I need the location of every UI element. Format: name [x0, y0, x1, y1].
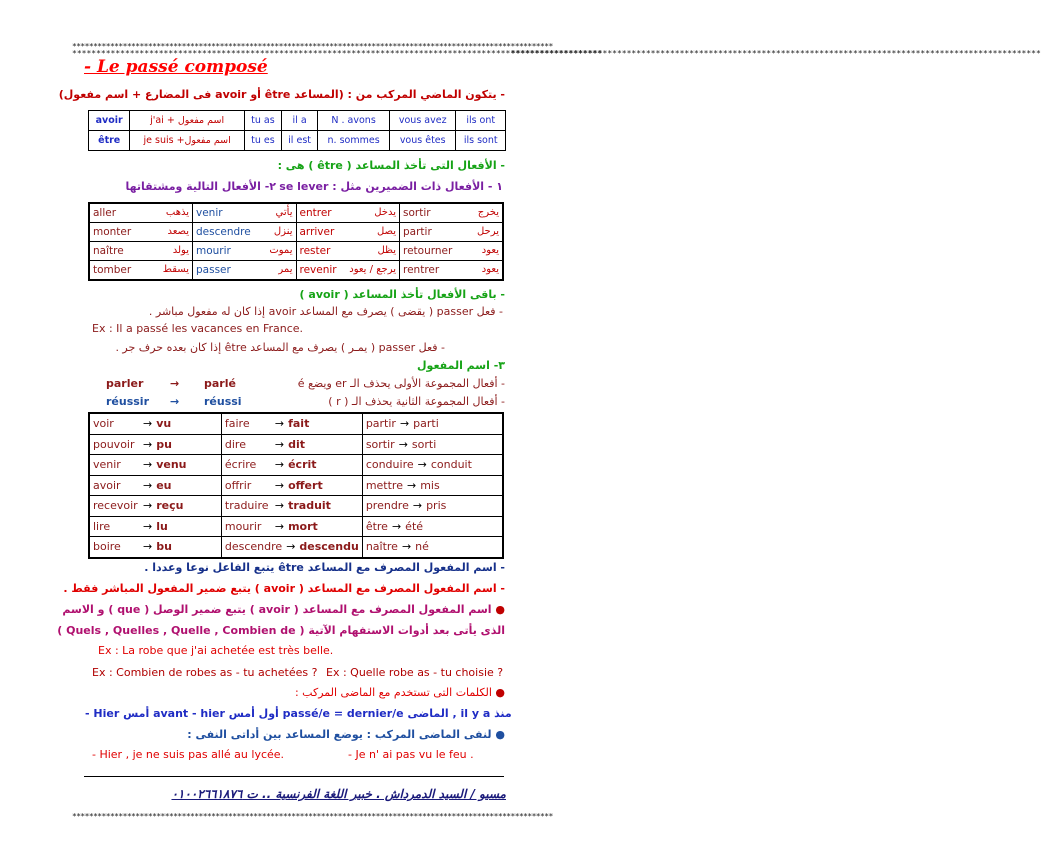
arrow-icon: →	[399, 417, 410, 431]
past-participle: traduit	[288, 499, 331, 513]
negation-heading-text: لنفى الماضى المركب : يوضع المساعد بين أداتى النفى :	[187, 728, 492, 741]
past-participle: fait	[288, 417, 310, 431]
rule-etre-agreement: - اسم المفعول المصرف مع المساعد être يتبع الفاعل نوعا وعددا .	[144, 561, 505, 574]
verb-arabic: يأتي	[275, 207, 293, 218]
etre-verbs-table	[88, 202, 504, 281]
table-cell	[296, 223, 400, 242]
bottom-star-border: ******************************************************************************************************************	[72, 812, 553, 821]
infinitive: faire	[224, 417, 250, 431]
page-title: - Le passé composé	[84, 57, 268, 77]
etre-subheading-2: ٢- الأفعال التالية ومشتقاتها	[125, 180, 276, 193]
verb-arabic: يرجع / يعود	[349, 264, 396, 275]
bullet-icon: ●	[491, 686, 505, 699]
verb-arabic: يعود	[481, 264, 499, 275]
infinitive: mourir	[224, 519, 262, 533]
table-cell	[362, 413, 503, 434]
table-cell	[400, 261, 504, 281]
words-heading	[85, 686, 505, 699]
time-words: - Hier أمس avant - hier أول أمس passé/e = dernier/e الماضى , il y a منذ	[85, 707, 512, 720]
rule-que-agreement	[62, 603, 505, 616]
table-cell	[400, 203, 504, 223]
table-cell	[89, 455, 221, 476]
past-participle: né	[415, 540, 429, 554]
table-cell	[89, 537, 221, 558]
right-star-border: **************************************************************************************************************	[511, 49, 1041, 58]
bullet-icon: ●	[491, 603, 505, 616]
table-cell	[89, 242, 193, 261]
table-cell	[193, 261, 297, 281]
table-cell: avoir	[89, 111, 130, 131]
arrow-icon: →	[412, 499, 423, 513]
table-row	[89, 242, 503, 261]
table-cell	[362, 475, 503, 496]
table-cell	[193, 203, 297, 223]
infinitive: dire	[224, 437, 246, 451]
bullet-icon: ●	[491, 728, 505, 741]
table-row	[89, 261, 503, 281]
infinitive: offrir	[224, 478, 252, 492]
infinitive: partir	[365, 417, 396, 431]
arrow-icon: →	[401, 540, 412, 554]
arrow-icon: →	[274, 478, 285, 492]
verb-french: entrer	[299, 207, 332, 219]
infinitive: venir	[93, 458, 121, 472]
table-cell	[221, 496, 362, 517]
verb-french: sortir	[403, 207, 431, 219]
table-cell: j'ai + اسم مفعول	[130, 111, 245, 131]
infinitive: mettre	[365, 478, 403, 492]
verb-french: descendre	[196, 226, 251, 238]
past-participle: pris	[426, 499, 447, 513]
past-participle: bu	[156, 540, 172, 554]
arrow-icon: →	[143, 499, 153, 513]
past-participle: reçu	[156, 499, 184, 513]
table-cell	[400, 242, 504, 261]
arrow-icon: →	[274, 437, 285, 451]
arrow-icon: →	[391, 519, 402, 533]
table-cell	[296, 261, 400, 281]
past-participle: dit	[288, 437, 305, 451]
left-star-border: **************************************************************************************************************	[72, 49, 602, 58]
arrow-icon: →	[274, 417, 285, 431]
verb-french: venir	[196, 207, 223, 219]
verb-arabic: يعود	[481, 245, 499, 256]
table-row	[89, 203, 503, 223]
table-cell	[193, 242, 297, 261]
negation-heading	[85, 728, 505, 741]
table-cell	[362, 496, 503, 517]
table-row	[89, 455, 503, 476]
table-cell: n. sommes	[318, 131, 390, 151]
infinitive: lire	[93, 519, 111, 533]
table-cell	[89, 475, 221, 496]
table-row	[89, 111, 506, 131]
group2-from: réussir	[106, 395, 150, 408]
group1-rule: - أفعال المجموعة الأولى يحذف الـ er ويضع é	[297, 377, 505, 390]
arrow-icon: →	[143, 458, 153, 472]
infinitive: écrire	[224, 458, 257, 472]
arrow-icon: →	[417, 458, 427, 472]
infinitive: sortir	[365, 437, 395, 451]
group1-to: parlé	[204, 377, 236, 390]
infinitive: conduire	[365, 458, 414, 472]
past-participle: eu	[156, 478, 172, 492]
group2-rule: - أفعال المجموعة الثانية يحذف الـ ( r )	[328, 395, 505, 408]
table-cell: N . avons	[318, 111, 390, 131]
table-cell	[362, 537, 503, 558]
table-cell	[89, 434, 221, 455]
past-participle: vu	[156, 417, 172, 431]
infinitive: recevoir	[93, 499, 138, 513]
arrow-icon: →	[143, 478, 153, 492]
table-cell	[89, 516, 221, 537]
table-cell: être	[89, 131, 130, 151]
aux-table	[88, 110, 506, 151]
past-participle: descendu	[299, 540, 359, 554]
table-cell	[89, 413, 221, 434]
table-cell: ils sont	[456, 131, 506, 151]
table-row	[89, 475, 503, 496]
past-participle: mort	[288, 519, 318, 533]
table-row	[89, 516, 503, 537]
passer-rule-1: - فعل passer ( يقضى ) يصرف مع المساعد avoir إذا كان له مفعول مباشر .	[148, 305, 503, 318]
past-participle: venu	[156, 458, 187, 472]
table-cell: tu es	[244, 131, 281, 151]
infinitive: être	[365, 519, 388, 533]
verb-arabic: يمر	[278, 264, 293, 275]
infinitive: naître	[365, 540, 398, 554]
arrow-icon: →	[274, 499, 285, 513]
avoir-heading: - باقى الأفعال تأخذ المساعد ( avoir )	[299, 288, 505, 301]
group2-to: réussi	[204, 395, 242, 408]
table-cell: ils ont	[456, 111, 506, 131]
table-cell: il a	[281, 111, 317, 131]
verb-arabic: يموت	[269, 245, 293, 256]
verb-french: tomber	[93, 264, 132, 276]
table-row	[89, 131, 506, 151]
infinitive: pouvoir	[93, 437, 135, 451]
table-cell	[296, 203, 400, 223]
arrow-icon: →	[143, 437, 153, 451]
table-cell	[89, 261, 193, 281]
table-row	[89, 223, 503, 242]
arrow-icon: →	[143, 540, 153, 554]
table-cell: vous avez	[390, 111, 456, 131]
arrow-icon: →	[274, 458, 285, 472]
verb-french: passer	[196, 264, 231, 276]
arrow-icon: →	[143, 417, 153, 431]
table-cell: il est	[281, 131, 317, 151]
past-participle: conduit	[430, 458, 472, 472]
etre-heading: - الأفعال التى تأخذ المساعد ( être ) هى :	[277, 159, 505, 172]
past-participle: parti	[413, 417, 439, 431]
verb-french: revenir	[299, 264, 337, 276]
verb-arabic: يصعد	[167, 226, 189, 237]
verb-arabic: يرحل	[476, 226, 499, 237]
table-cell	[89, 203, 193, 223]
past-participle: sorti	[411, 437, 437, 451]
verb-french: rentrer	[403, 264, 440, 276]
infinitive: descendre	[224, 540, 283, 554]
arrow-icon: →	[274, 519, 285, 533]
past-participle: pu	[156, 437, 172, 451]
past-participle: été	[405, 519, 424, 533]
verb-arabic: يسقط	[162, 264, 189, 275]
group2-arrow: →	[170, 395, 180, 408]
arrow-icon: →	[406, 478, 417, 492]
past-participle: écrit	[288, 458, 317, 472]
example-2: Ex : La robe que j'ai achetée est très belle.	[98, 644, 334, 657]
infinitive: avoir	[93, 478, 121, 492]
verb-arabic: ينزل	[273, 226, 293, 237]
participle-heading: ٣- اسم المفعول	[417, 359, 505, 372]
group1-from: parler	[106, 377, 144, 390]
table-row	[89, 434, 503, 455]
example-3a: Ex : Combien de robes as - tu achetées ?	[92, 666, 318, 679]
negation-example-1: - Hier , je ne suis pas allé au lycée.	[92, 748, 285, 761]
verb-arabic: يظل	[377, 245, 396, 256]
arrow-icon: →	[398, 437, 408, 451]
table-row	[89, 413, 503, 434]
verb-french: mourir	[196, 245, 231, 257]
table-cell: vous êtes	[390, 131, 456, 151]
table-cell	[221, 413, 362, 434]
verb-french: arriver	[299, 226, 335, 238]
intro-text: - يتكون الماضي المركب من : (المساعد être أو avoir فى المضارع + اسم مفعول)	[58, 88, 505, 101]
past-participle: offert	[288, 478, 323, 492]
table-cell	[221, 516, 362, 537]
table-cell	[89, 223, 193, 242]
table-cell: tu as	[244, 111, 281, 131]
verb-arabic: يولد	[172, 245, 189, 256]
verb-arabic: يدخل	[374, 207, 396, 218]
example-1: Ex : Il a passé les vacances en France.	[92, 322, 304, 335]
footer-divider	[84, 776, 504, 777]
table-cell	[221, 537, 362, 558]
table-cell	[221, 475, 362, 496]
etre-subheading-1: ١ - الأفعال ذات الضميرين مثل : se lever	[279, 180, 503, 193]
top-star-border: ******************************************************************************************************************	[72, 42, 553, 51]
verb-arabic: يخرج	[477, 207, 499, 218]
past-participle: lu	[156, 519, 168, 533]
table-cell	[89, 496, 221, 517]
negation-example-2: - Je n' ai pas vu le feu .	[348, 748, 474, 761]
rule-que-text: اسم المفعول المصرف مع المساعد ( avoir ) يتبع ضمير الوصل ( que ) و الاسم	[62, 603, 492, 616]
table-cell	[193, 223, 297, 242]
arrow-icon: →	[143, 519, 153, 533]
table-row	[89, 537, 503, 558]
table-cell	[400, 223, 504, 242]
infinitive: boire	[93, 540, 121, 554]
footer-credit: مسيو / السيد الدمرداش . خبير اللغة الفرنسية .. ت ٠١٠٠٢٦٦١٨٧٦	[171, 787, 506, 801]
table-cell	[362, 434, 503, 455]
table-cell	[221, 455, 362, 476]
table-row	[89, 496, 503, 517]
verb-french: monter	[93, 226, 132, 238]
verb-french: aller	[93, 207, 117, 219]
example-3b: Ex : Quelle robe as - tu choisie ?	[326, 666, 504, 679]
verb-french: retourner	[403, 245, 453, 257]
infinitive: prendre	[365, 499, 409, 513]
infinitive: traduire	[224, 499, 269, 513]
rule-avoir-agreement: - اسم المفعول المصرف مع المساعد ( avoir ) يتبع ضمير المفعول المباشر فقط .	[63, 582, 505, 595]
rule-question-words: الذى يأتى بعد أدوات الاستفهام الآتية ( Quels , Quelles , Quelle , Combien de )	[57, 624, 505, 637]
table-cell	[296, 242, 400, 261]
participle-table	[88, 412, 504, 559]
verb-arabic: يصل	[376, 226, 396, 237]
table-cell	[362, 455, 503, 476]
table-cell	[221, 434, 362, 455]
infinitive: voir	[93, 417, 114, 431]
verb-french: partir	[403, 226, 432, 238]
verb-french: naître	[93, 245, 124, 257]
verb-french: rester	[299, 245, 331, 257]
verb-arabic: يذهب	[165, 207, 189, 218]
table-cell: je suis +اسم مفعول	[130, 131, 245, 151]
group1-arrow: →	[170, 377, 180, 390]
past-participle: mis	[420, 478, 440, 492]
arrow-icon: →	[286, 540, 296, 554]
words-heading-text: الكلمات التى تستخدم مع الماضى المركب :	[294, 686, 492, 699]
passer-rule-2: - فعل passer ( يمـر ) يصرف مع المساعد être إذا كان بعده حرف جر .	[115, 341, 445, 354]
table-cell	[362, 516, 503, 537]
